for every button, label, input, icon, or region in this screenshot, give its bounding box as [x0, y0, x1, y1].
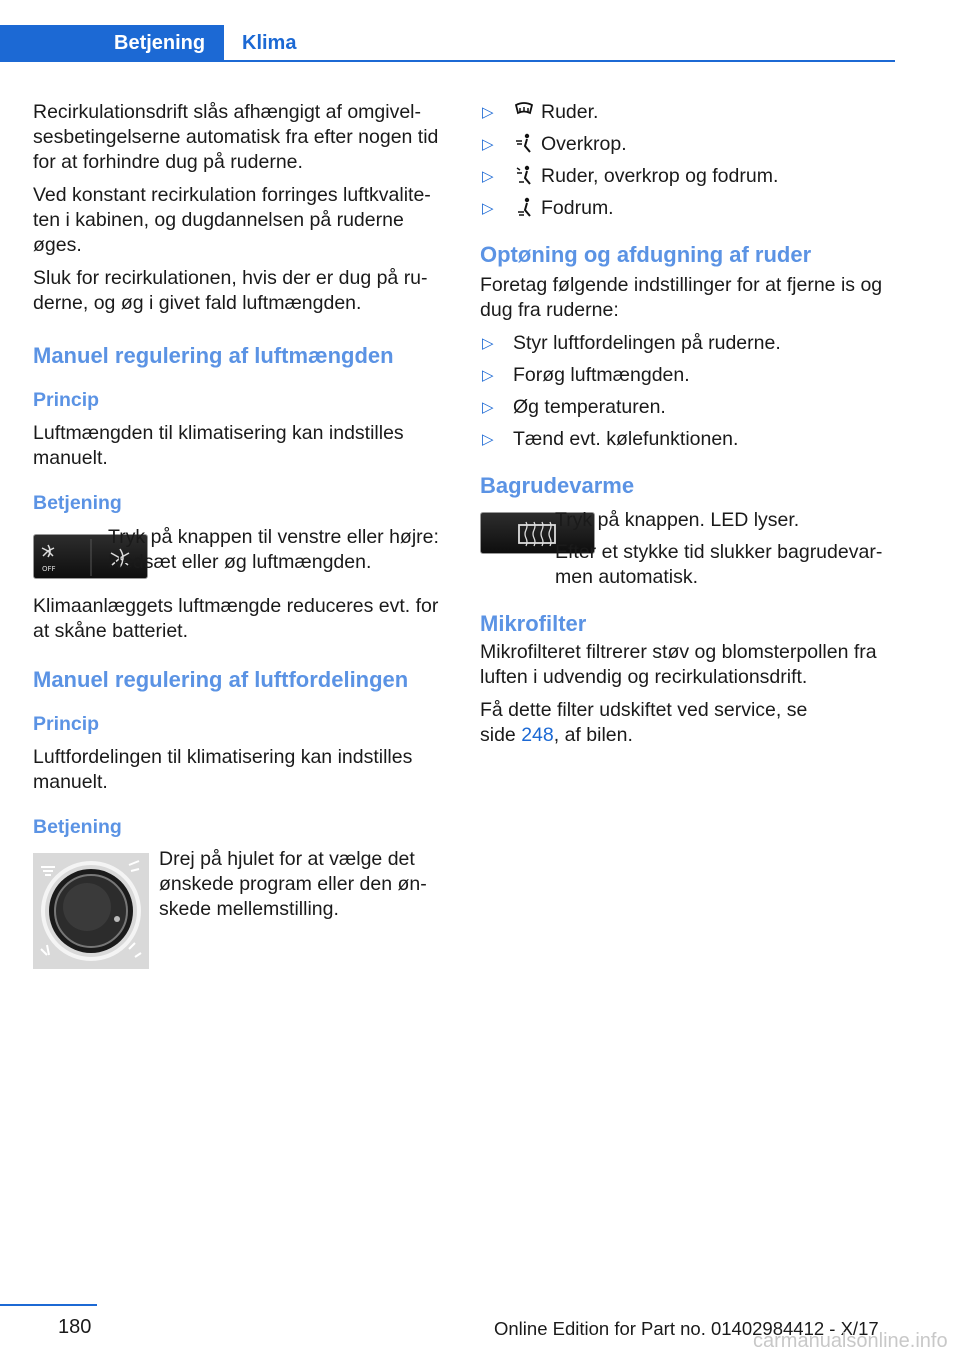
service-text: Få dette filter udskiftet ved service, se side [480, 699, 808, 746]
heading-distribution: Manuel regulering af luftfordelingen [33, 667, 409, 692]
heading-defrost: Optøning og afdugning af ruder [480, 242, 812, 267]
paragraph-battery: Klimaanlæggets luftmængde reduceres evt. for at skåne batteriet. [33, 595, 439, 642]
triangle-bullet-icon: ▷ [482, 399, 494, 416]
triangle-bullet-icon: ▷ [482, 335, 494, 352]
page-link-248[interactable]: 248 [521, 724, 554, 746]
watermark: carmanualsonline.info [753, 1330, 948, 1352]
heading-microfilter: Mikrofilter [480, 611, 587, 636]
mode-label-ruder: Ruder. [541, 101, 599, 123]
list-item [480, 164, 895, 189]
triangle-bullet-icon: ▷ [482, 104, 494, 121]
paragraph-rear-led: Tryk på knappen. LED lyser. [555, 509, 800, 531]
triangle-bullet-icon: ▷ [482, 431, 494, 448]
right-column [480, 100, 895, 756]
list-item [480, 132, 895, 157]
step-text: Tænd evt. kølefunktionen. [513, 428, 739, 450]
left-column [33, 100, 448, 970]
rear-heating-row [480, 509, 895, 588]
svg-text:OFF: OFF [42, 565, 56, 573]
paragraph-recirculation-off: Sluk for recirkulationen, hvis der er dug på ruderne, og øg i givet fald luftmængden. [33, 267, 428, 314]
distribution-knob-image [33, 853, 149, 969]
distribution-modes-list [480, 100, 895, 221]
paragraph-rear-auto-off-line1 [555, 540, 900, 590]
mode-label-ruder-overkrop-fodrum: Ruder, overkrop og fodrum. [541, 165, 779, 187]
page-number: 180 [58, 1316, 92, 1338]
airflow-button-row [33, 528, 448, 590]
windshield-body-feet-icon [513, 165, 535, 185]
service-text-end: , af bilen. [553, 724, 633, 746]
edition-note: Online Edition for Part no. 01402984412 - X/17 [494, 1318, 879, 1339]
heading-airflow: Manuel regulering af luftmængden [33, 343, 394, 368]
subheading-princip-airflow: Princip [33, 389, 100, 411]
paragraph-microfilter: Mikrofilteret filtrerer støv og blomsterpollen fra luften i udvendig og recirkulationsdrift. [480, 641, 877, 688]
defrost-steps-list [480, 331, 895, 452]
triangle-bullet-icon: ▷ [482, 168, 494, 185]
list-item [480, 100, 895, 125]
step-text: Styr luftfordelingen på ruderne. [513, 332, 781, 354]
paragraph-betjening-airflow: Tryk på knappen til venstre eller højre: Nedsæt eller øg luftmængden. [108, 526, 439, 573]
mode-label-overkrop: Overkrop. [541, 133, 627, 155]
tab-betjening[interactable]: Betjening [0, 25, 224, 62]
paragraph-princip-distribution: Luftfordelingen til klimatisering kan indstilles manuelt. [33, 746, 413, 793]
footer-rule [0, 1304, 97, 1306]
list-item [480, 196, 895, 221]
footwell-icon [513, 197, 535, 217]
heading-rear-window-heating: Bagrudevarme [480, 473, 635, 498]
subheading-princip-distribution: Princip [33, 713, 100, 735]
list-item [480, 331, 895, 356]
windshield-icon [513, 101, 535, 121]
distribution-knob-row [33, 850, 448, 970]
subheading-betjening-distribution: Betjening [33, 816, 122, 838]
triangle-bullet-icon: ▷ [482, 367, 494, 384]
rear-auto-off-text: Efter et stykke tid slukker bagrudevarmen automatisk. [555, 541, 883, 588]
chapter-tabbar [0, 25, 895, 62]
list-item [480, 363, 895, 388]
list-item [480, 427, 895, 452]
paragraph-defrost: Foretag følgende indstillinger for at fjerne is og dug fra ruderne: [480, 274, 883, 321]
mode-label-fodrum: Fodrum. [541, 197, 614, 219]
tab-klima[interactable]: Klima [242, 32, 297, 54]
subheading-betjening-airflow: Betjening [33, 492, 122, 514]
paragraph-recirculation-constant: Ved konstant recirkulation forringes luftkvaliteten i kabinen, og dugdannelsen på ruderne øges. [33, 184, 431, 256]
step-text: Øg temperaturen. [513, 396, 666, 418]
paragraph-princip-airflow: Luftmængden til klimatisering kan indstilles manuelt. [33, 422, 404, 469]
paragraph-betjening-distribution: Drej på hjulet for at vælge det ønskede program eller den ønskede mellemstilling. [159, 848, 427, 920]
upper-body-icon [513, 133, 535, 153]
triangle-bullet-icon: ▷ [482, 136, 494, 153]
paragraph-recirculation-auto: Recirkulationsdrift slås afhængigt af omgivelsesbetingelserne automatisk fra efter nogen tid for at forhindre dug på ruderne. [33, 101, 439, 173]
list-item [480, 395, 895, 420]
step-text: Forøg luftmængden. [513, 364, 690, 386]
paragraph-microfilter-service [480, 698, 825, 748]
triangle-bullet-icon: ▷ [482, 200, 494, 217]
